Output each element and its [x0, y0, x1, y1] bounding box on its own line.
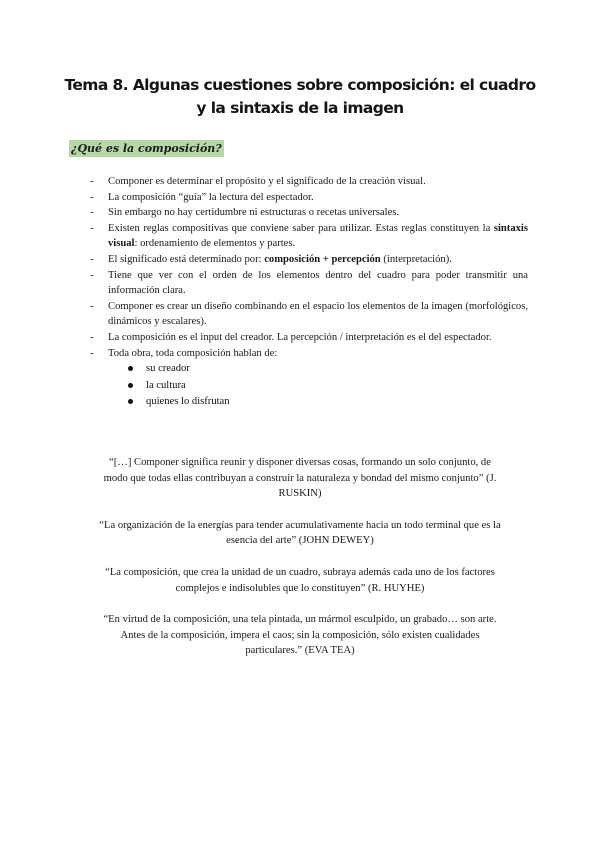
list-item: [90, 252, 528, 268]
quotes-block: [98, 455, 502, 675]
page-title: Tema 8. Algunas cuestiones sobre composición: el cuadro y la sintaxis de la imagen: [64, 76, 536, 117]
list-item-text: Tiene que ver con el orden de los elementos dentro del cuadro para poder transmitir una información clara.: [108, 269, 528, 297]
sub-list-item-text: la cultura: [146, 379, 186, 391]
sub-list-item-text: su creador: [146, 363, 190, 375]
list-item: [90, 174, 528, 190]
list-item-text: La composición es el input del creador. La percepción / interpretación es el del espectador.: [108, 331, 492, 343]
dash-marker: -: [90, 331, 94, 343]
dash-marker: -: [90, 207, 94, 219]
list-item-text: El significado está determinado por:: [108, 253, 265, 265]
list-item-text: Componer es determinar el propósito y el significado de la creación visual.: [108, 176, 426, 187]
list-item-text: (interpretación).: [380, 253, 452, 265]
bullet-dot-icon: [128, 383, 133, 388]
list-item: [90, 330, 528, 346]
quote-ruskin: “[…] Componer significa reunir y disponer diversas cosas, formando un solo conjunto, de modo que todas ellas contribuyan a construir la naturaleza y bondad del mismo conjunto” (J. RUSKIN): [103, 457, 497, 500]
list-item-text: : ordenamiento de elementos y partes.: [134, 238, 296, 250]
list-item: [90, 268, 528, 299]
bold-term: composición + percepción: [264, 253, 381, 265]
section-heading-highlighted: ¿Qué es la composición?: [71, 142, 222, 155]
bullet-list: [90, 174, 528, 411]
quote-huyhe: “La composición, que crea la unidad de un cuadro, subraya además cada uno de los factores complejos e indisolubles que lo constituyen” (R. HUYHE): [105, 566, 495, 594]
dash-marker: -: [90, 269, 94, 281]
list-item-text: Existen reglas compositivas que conviene saber para utilizar. Estas reglas constituyen la: [108, 222, 494, 234]
sub-bullet-list: [128, 361, 528, 411]
list-item: [90, 190, 528, 206]
dash-marker: -: [90, 347, 94, 359]
sub-list-item-text: quienes lo disfrutan: [146, 396, 230, 408]
quote-eva-tea: “En virtud de la composición, una tela pintada, un mármol esculpido, un grabado… son arte. Antes de la composición, impera el caos; sin la composición, sólo existen cualidades particulares.” (EVA TEA): [103, 614, 497, 657]
list-item: [90, 299, 528, 330]
sub-list-item: [128, 394, 528, 411]
list-item: [90, 346, 528, 362]
dash-marker: -: [90, 191, 94, 203]
bold-term: sintaxis visual: [108, 222, 528, 250]
dash-marker: -: [90, 253, 94, 265]
list-item-text: La composición “guía” la lectura del espectador.: [108, 191, 314, 203]
sub-list-item: [128, 378, 528, 395]
list-item: [90, 221, 528, 252]
list-item: [90, 205, 528, 221]
bullet-dot-icon: [128, 399, 133, 404]
list-item-text: Componer es crear un diseño combinando en el espacio los elementos de la imagen (morfológicos, dinámicos y escalares).: [108, 300, 528, 328]
list-item-text: Sin embargo no hay certidumbre ni estructuras o recetas universales.: [108, 207, 400, 219]
dash-marker: -: [90, 222, 94, 234]
list-item-text: Toda obra, toda composición hablan de:: [108, 347, 278, 359]
quote-dewey: “La organización de la energías para tender acumulativamente hacia un todo terminal que es la esencia del arte” (JOHN DEWEY): [99, 519, 501, 547]
dash-marker: -: [90, 300, 94, 312]
dash-marker: -: [90, 176, 94, 187]
sub-list-item: [128, 361, 528, 378]
bullet-dot-icon: [128, 366, 133, 371]
